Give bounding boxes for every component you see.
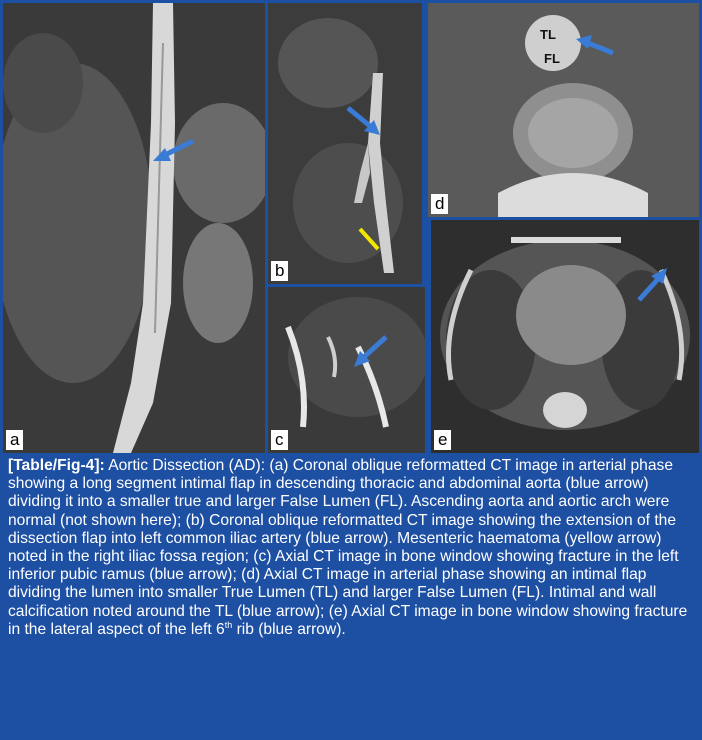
fl-annotation: FL [544, 51, 560, 66]
panel-label-b: b [271, 261, 288, 281]
caption-tag: [Table/Fig-4]: [8, 457, 105, 474]
panel-b-coronal-ct [268, 3, 422, 284]
caption-text-end: rib (blue arrow). [232, 620, 346, 638]
panel-d-axial-ct [428, 3, 699, 217]
caption-text: Aortic Dissection (AD): (a) Coronal oblique reformatted CT image in arterial phase showing a long segment intimal flap in descending thoracic and abdominal aorta (blue arrow) dividing it into a smaller true and larger False Lumen (FL). Ascending aorta and aortic arch were normal (not shown here); (b) Coronal oblique reformatted CT image showing the extension of the dissection flap into left common iliac artery (blue arrow). Mesenteric haematoma (yellow arrow) noted in the right iliac fossa region; (c) Axial CT image in bone window showing fracture in the left inferior pubic ramus (blue arrow); (d) Axial CT image in arterial phase showing an intimal flap dividing the lumen into smaller True Lumen (TL) and larger False Lumen (FL). Intimal and wall calcification noted around the TL (blue arrow); (e) Axial CT image in bone window showing fracture in the lateral aspect of the left 6 [8, 457, 688, 638]
panel-label-d: d [431, 194, 448, 214]
panel-e-image [431, 220, 699, 453]
panel-c-image [268, 287, 425, 453]
panel-a-coronal-ct [3, 3, 265, 453]
panel-d-image [428, 3, 699, 217]
panel-b-image [268, 3, 422, 284]
figure-caption [8, 457, 694, 639]
panel-label-e: e [434, 430, 451, 450]
caption-superscript: th [224, 619, 233, 630]
panel-a-image [3, 3, 265, 453]
panel-label-c: c [271, 430, 288, 450]
panel-c-axial-ct [268, 287, 425, 453]
tl-annotation: TL [540, 27, 556, 42]
panel-label-a: a [6, 430, 23, 450]
panel-e-axial-ct [431, 220, 699, 453]
